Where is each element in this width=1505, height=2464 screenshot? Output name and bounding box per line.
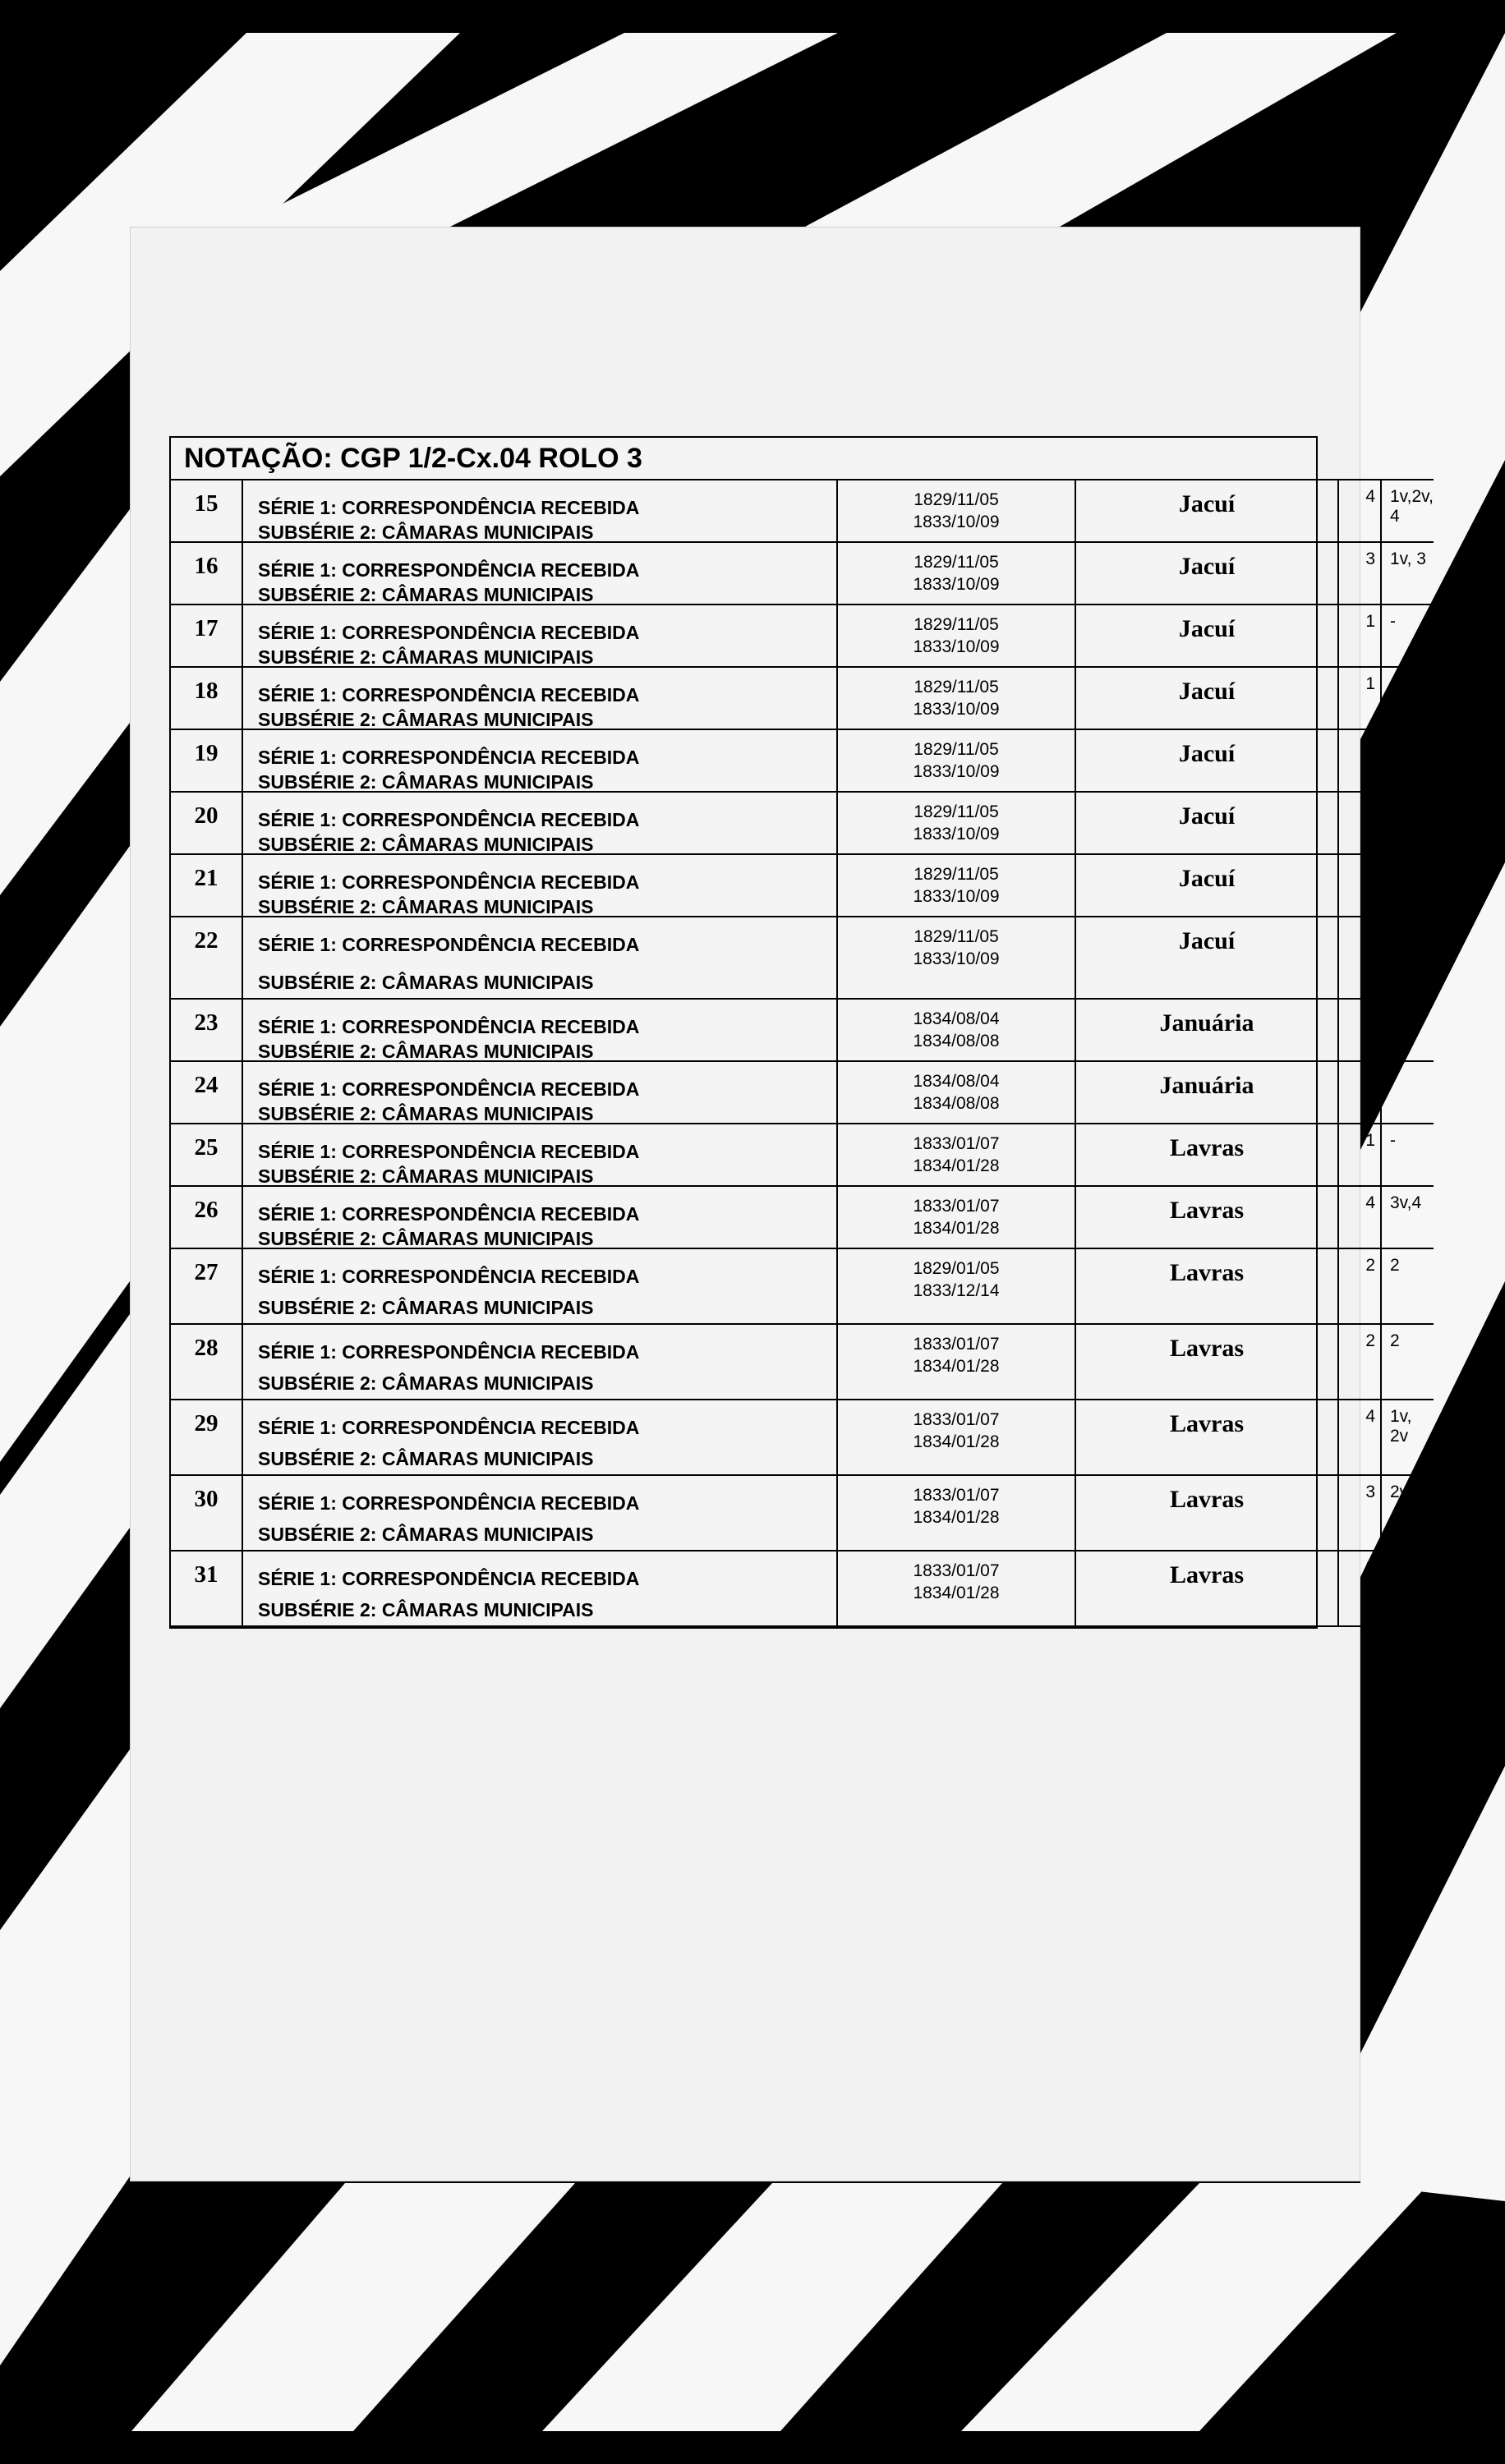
serie-label: SÉRIE 1: CORRESPONDÊNCIA RECEBIDA	[258, 871, 640, 893]
row-number-cell	[171, 1187, 243, 1249]
date-end: 1834/08/08	[913, 1032, 1000, 1050]
row-number-cell	[171, 855, 243, 917]
date-end: 1834/01/28	[913, 1156, 1000, 1175]
pages-cell	[1382, 543, 1434, 605]
subserie-label: SUBSÉRIE 2: CÂMARAS MUNICIPAIS	[258, 1297, 594, 1318]
pages-value: 1v	[1390, 1558, 1409, 1577]
serie-label: SÉRIE 1: CORRESPONDÊNCIA RECEBIDA	[258, 747, 640, 768]
subserie-label: SUBSÉRIE 2: CÂMARAS MUNICIPAIS	[258, 1228, 594, 1249]
place-name: Jacuí	[1178, 802, 1236, 830]
date-start: 1834/08/04	[913, 1072, 1000, 1091]
quantity-cell	[1339, 855, 1382, 917]
pages-value: -	[1390, 737, 1396, 756]
quantity-cell	[1339, 917, 1382, 1000]
inventory-table	[169, 436, 1434, 1629]
place-cell	[1076, 730, 1339, 793]
date-end: 1833/10/09	[913, 575, 1000, 594]
place-cell	[1076, 605, 1339, 668]
pages-value: 1v	[1390, 924, 1409, 943]
pages-value: 3v,4	[1390, 1193, 1422, 1212]
serie-label: SÉRIE 1: CORRESPONDÊNCIA RECEBIDA	[258, 1341, 640, 1363]
row-number-cell	[171, 1124, 243, 1187]
pages-value: 2v	[1390, 1483, 1409, 1501]
date-end: 1833/10/09	[913, 700, 1000, 719]
serie-label: SÉRIE 1: CORRESPONDÊNCIA RECEBIDA	[258, 1568, 640, 1589]
date-end: 1834/08/08	[913, 1094, 1000, 1113]
serie-label: SÉRIE 1: CORRESPONDÊNCIA RECEBIDA	[258, 1078, 640, 1100]
pages-value: -	[1390, 799, 1396, 818]
date-range-cell	[838, 855, 1076, 917]
date-range-cell	[838, 1187, 1076, 1249]
place-cell	[1076, 917, 1339, 1000]
description-cell	[243, 605, 838, 668]
quantity-value: 2	[1365, 1558, 1375, 1577]
date-start: 1833/01/07	[913, 1197, 1000, 1216]
row-number: 19	[194, 740, 219, 766]
date-start: 1829/11/05	[914, 802, 999, 821]
date-range-cell	[838, 668, 1076, 730]
row-number-cell	[171, 1062, 243, 1124]
serie-label: SÉRIE 1: CORRESPONDÊNCIA RECEBIDA	[258, 809, 640, 830]
description-cell	[243, 855, 838, 917]
date-start: 1833/01/07	[913, 1486, 1000, 1505]
quantity-value: 1	[1365, 1006, 1375, 1025]
quantity-value: 1	[1365, 1131, 1375, 1150]
subserie-label: SUBSÉRIE 2: CÂMARAS MUNICIPAIS	[258, 1041, 594, 1062]
date-start: 1829/11/05	[914, 740, 999, 759]
description-cell	[243, 1124, 838, 1187]
description-cell	[243, 730, 838, 793]
date-range-cell	[838, 730, 1076, 793]
pages-cell	[1382, 1249, 1434, 1325]
place-cell	[1076, 1400, 1339, 1476]
row-number: 23	[194, 1009, 219, 1036]
quantity-value: 1	[1365, 737, 1375, 756]
serie-label: SÉRIE 1: CORRESPONDÊNCIA RECEBIDA	[258, 1141, 640, 1162]
row-number-cell	[171, 1551, 243, 1627]
date-end: 1833/10/09	[913, 949, 1000, 968]
date-range-cell	[838, 1400, 1076, 1476]
quantity-cell	[1339, 1000, 1382, 1062]
place-name: Lavras	[1170, 1335, 1244, 1362]
date-end: 1833/10/09	[913, 513, 1000, 531]
row-number-cell	[171, 1325, 243, 1400]
place-name: Jacuí	[1178, 740, 1236, 767]
quantity-cell	[1339, 1249, 1382, 1325]
serie-label: SÉRIE 1: CORRESPONDÊNCIA RECEBIDA	[258, 934, 640, 955]
serie-label: SÉRIE 1: CORRESPONDÊNCIA RECEBIDA	[258, 1492, 640, 1514]
pages-value: 1v, 3	[1390, 549, 1426, 568]
place-cell	[1076, 1062, 1339, 1124]
place-cell	[1076, 1000, 1339, 1062]
date-range-cell	[838, 1124, 1076, 1187]
place-name: Januária	[1159, 1072, 1254, 1099]
place-cell	[1076, 855, 1339, 917]
row-number: 28	[194, 1335, 219, 1361]
place-cell	[1076, 480, 1339, 543]
row-number: 21	[194, 865, 219, 891]
description-cell	[243, 1551, 838, 1627]
description-cell	[243, 1476, 838, 1551]
row-number-cell	[171, 480, 243, 543]
description-cell	[243, 1249, 838, 1325]
place-cell	[1076, 1124, 1339, 1187]
subserie-label: SUBSÉRIE 2: CÂMARAS MUNICIPAIS	[258, 1524, 594, 1545]
pages-cell	[1382, 1187, 1434, 1249]
row-number: 22	[194, 927, 219, 954]
date-start: 1829/11/05	[914, 927, 999, 946]
place-name: Lavras	[1170, 1486, 1244, 1513]
quantity-value: 1	[1365, 612, 1375, 631]
quantity-value: 4	[1365, 1407, 1375, 1426]
pages-cell	[1382, 605, 1434, 668]
date-start: 1833/01/07	[913, 1134, 1000, 1153]
row-number: 20	[194, 802, 219, 829]
subserie-label: SUBSÉRIE 2: CÂMARAS MUNICIPAIS	[258, 1103, 594, 1124]
date-end: 1834/01/28	[913, 1508, 1000, 1527]
row-number-cell	[171, 605, 243, 668]
serie-label: SÉRIE 1: CORRESPONDÊNCIA RECEBIDA	[258, 497, 640, 518]
quantity-cell	[1339, 793, 1382, 855]
subserie-label: SUBSÉRIE 2: CÂMARAS MUNICIPAIS	[258, 834, 594, 855]
quantity-value: 4	[1365, 1193, 1375, 1212]
date-end: 1834/01/28	[913, 1357, 1000, 1376]
date-start: 1833/01/07	[913, 1410, 1000, 1429]
date-start: 1829/11/05	[914, 678, 999, 696]
pages-value: -	[1390, 612, 1396, 631]
place-name: Jacuí	[1178, 678, 1236, 705]
place-name: Lavras	[1170, 1259, 1244, 1286]
row-number: 16	[194, 553, 219, 579]
pages-cell	[1382, 1476, 1434, 1551]
quantity-cell	[1339, 1325, 1382, 1400]
row-number: 18	[194, 678, 219, 704]
pages-value: 2	[1390, 1331, 1400, 1350]
quantity-value: 9	[1365, 924, 1375, 943]
pages-cell	[1382, 793, 1434, 855]
row-number-cell	[171, 793, 243, 855]
serie-label: SÉRIE 1: CORRESPONDÊNCIA RECEBIDA	[258, 684, 640, 706]
quantity-cell	[1339, 668, 1382, 730]
description-cell	[243, 1062, 838, 1124]
row-number-cell	[171, 1249, 243, 1325]
pages-cell	[1382, 668, 1434, 730]
pages-value: -	[1390, 1069, 1396, 1087]
serie-label: SÉRIE 1: CORRESPONDÊNCIA RECEBIDA	[258, 1203, 640, 1225]
pages-cell	[1382, 1325, 1434, 1400]
description-cell	[243, 1187, 838, 1249]
row-number: 25	[194, 1134, 219, 1161]
place-cell	[1076, 543, 1339, 605]
date-range-cell	[838, 605, 1076, 668]
row-number: 31	[194, 1561, 219, 1588]
quantity-cell	[1339, 730, 1382, 793]
date-start: 1829/01/05	[913, 1259, 1000, 1278]
row-number-cell	[171, 1476, 243, 1551]
row-number-cell	[171, 917, 243, 1000]
pages-value: -	[1390, 1006, 1396, 1025]
pages-value: 2	[1390, 1256, 1400, 1275]
pages-cell	[1382, 1551, 1434, 1627]
date-start: 1829/11/05	[914, 553, 999, 572]
quantity-value: 1	[1365, 1069, 1375, 1087]
serie-label: SÉRIE 1: CORRESPONDÊNCIA RECEBIDA	[258, 559, 640, 581]
pages-value: -	[1390, 674, 1396, 693]
date-range-cell	[838, 1000, 1076, 1062]
place-name: Jacuí	[1178, 927, 1236, 954]
quantity-cell	[1339, 605, 1382, 668]
description-cell	[243, 793, 838, 855]
pages-cell	[1382, 1062, 1434, 1124]
quantity-value: 1	[1365, 862, 1375, 880]
pages-cell	[1382, 917, 1434, 1000]
place-name: Lavras	[1170, 1410, 1244, 1437]
serie-label: SÉRIE 1: CORRESPONDÊNCIA RECEBIDA	[258, 1266, 640, 1287]
subserie-label: SUBSÉRIE 2: CÂMARAS MUNICIPAIS	[258, 1448, 594, 1469]
row-number: 24	[194, 1072, 219, 1098]
pages-cell	[1382, 730, 1434, 793]
row-number-cell	[171, 1400, 243, 1476]
quantity-value: 2	[1365, 1256, 1375, 1275]
quantity-cell	[1339, 1062, 1382, 1124]
date-start: 1829/11/05	[914, 865, 999, 884]
description-cell	[243, 1400, 838, 1476]
place-cell	[1076, 1249, 1339, 1325]
place-name: Jacuí	[1178, 615, 1236, 642]
place-name: Januária	[1159, 1009, 1254, 1037]
description-cell	[243, 1325, 838, 1400]
quantity-cell	[1339, 1187, 1382, 1249]
date-range-cell	[838, 1325, 1076, 1400]
place-cell	[1076, 1325, 1339, 1400]
quantity-cell	[1339, 1476, 1382, 1551]
description-cell	[243, 480, 838, 543]
row-number: 30	[194, 1486, 219, 1512]
subserie-label: SUBSÉRIE 2: CÂMARAS MUNICIPAIS	[258, 896, 594, 917]
quantity-cell	[1339, 543, 1382, 605]
quantity-cell	[1339, 480, 1382, 543]
description-cell	[243, 668, 838, 730]
subserie-label: SUBSÉRIE 2: CÂMARAS MUNICIPAIS	[258, 972, 594, 993]
date-start: 1833/01/07	[913, 1335, 1000, 1354]
row-number-cell	[171, 1000, 243, 1062]
place-cell	[1076, 793, 1339, 855]
date-range-cell	[838, 543, 1076, 605]
place-name: Jacuí	[1178, 490, 1236, 517]
serie-label: SÉRIE 1: CORRESPONDÊNCIA RECEBIDA	[258, 1417, 640, 1438]
pages-value: -	[1390, 1131, 1396, 1150]
date-end: 1833/10/09	[913, 887, 1000, 906]
serie-label: SÉRIE 1: CORRESPONDÊNCIA RECEBIDA	[258, 622, 640, 643]
date-range-cell	[838, 917, 1076, 1000]
place-cell	[1076, 1476, 1339, 1551]
pages-value: 1v,2v, 4	[1390, 487, 1434, 526]
row-number: 26	[194, 1197, 219, 1223]
subserie-label: SUBSÉRIE 2: CÂMARAS MUNICIPAIS	[258, 1599, 594, 1620]
date-range-cell	[838, 1551, 1076, 1627]
serie-label: SÉRIE 1: CORRESPONDÊNCIA RECEBIDA	[258, 1016, 640, 1037]
place-cell	[1076, 668, 1339, 730]
subserie-label: SUBSÉRIE 2: CÂMARAS MUNICIPAIS	[258, 584, 594, 605]
subserie-label: SUBSÉRIE 2: CÂMARAS MUNICIPAIS	[258, 771, 594, 793]
quantity-value: 1	[1365, 674, 1375, 693]
pages-cell	[1382, 480, 1434, 543]
table-header-title: NOTAÇÃO: CGP 1/2-Cx.04 ROLO 3	[171, 438, 1434, 480]
description-cell	[243, 917, 838, 1000]
row-number-cell	[171, 543, 243, 605]
pages-value: 1	[1390, 862, 1400, 880]
quantity-value: 2	[1365, 1331, 1375, 1350]
place-cell	[1076, 1551, 1339, 1627]
date-end: 1833/12/14	[913, 1281, 1000, 1300]
date-end: 1833/10/09	[913, 637, 1000, 656]
row-number: 15	[194, 490, 219, 517]
place-name: Jacuí	[1178, 553, 1236, 580]
date-start: 1834/08/04	[913, 1009, 1000, 1028]
place-name: Lavras	[1170, 1134, 1244, 1161]
date-end: 1834/01/28	[913, 1219, 1000, 1238]
pages-cell	[1382, 855, 1434, 917]
row-number: 29	[194, 1410, 219, 1437]
subserie-label: SUBSÉRIE 2: CÂMARAS MUNICIPAIS	[258, 646, 594, 668]
quantity-cell	[1339, 1551, 1382, 1627]
date-range-cell	[838, 480, 1076, 543]
date-start: 1829/11/05	[914, 615, 999, 634]
subserie-label: SUBSÉRIE 2: CÂMARAS MUNICIPAIS	[258, 1165, 594, 1187]
date-range-cell	[838, 1249, 1076, 1325]
date-range-cell	[838, 1476, 1076, 1551]
pages-cell	[1382, 1000, 1434, 1062]
pages-cell	[1382, 1400, 1434, 1476]
place-name: Lavras	[1170, 1197, 1244, 1224]
date-end: 1834/01/28	[913, 1432, 1000, 1451]
quantity-value: 3	[1365, 1483, 1375, 1501]
row-number-cell	[171, 668, 243, 730]
subserie-label: SUBSÉRIE 2: CÂMARAS MUNICIPAIS	[258, 709, 594, 730]
pages-value: 1v, 2v	[1390, 1407, 1412, 1446]
quantity-cell	[1339, 1400, 1382, 1476]
pages-cell	[1382, 1124, 1434, 1187]
row-number: 27	[194, 1259, 219, 1285]
place-name: Jacuí	[1178, 865, 1236, 892]
date-end: 1833/10/09	[913, 825, 1000, 844]
place-cell	[1076, 1187, 1339, 1249]
quantity-value: 3	[1365, 549, 1375, 568]
date-range-cell	[838, 1062, 1076, 1124]
quantity-value: 1	[1365, 799, 1375, 818]
row-number: 17	[194, 615, 219, 641]
description-cell	[243, 543, 838, 605]
date-start: 1829/11/05	[914, 490, 999, 509]
date-end: 1833/10/09	[913, 762, 1000, 781]
quantity-value: 4	[1365, 487, 1375, 506]
subserie-label: SUBSÉRIE 2: CÂMARAS MUNICIPAIS	[258, 1372, 594, 1394]
row-number-cell	[171, 730, 243, 793]
place-name: Lavras	[1170, 1561, 1244, 1588]
quantity-cell	[1339, 1124, 1382, 1187]
subserie-label: SUBSÉRIE 2: CÂMARAS MUNICIPAIS	[258, 522, 594, 543]
date-end: 1834/01/28	[913, 1584, 1000, 1602]
date-range-cell	[838, 793, 1076, 855]
date-start: 1833/01/07	[913, 1561, 1000, 1580]
description-cell	[243, 1000, 838, 1062]
